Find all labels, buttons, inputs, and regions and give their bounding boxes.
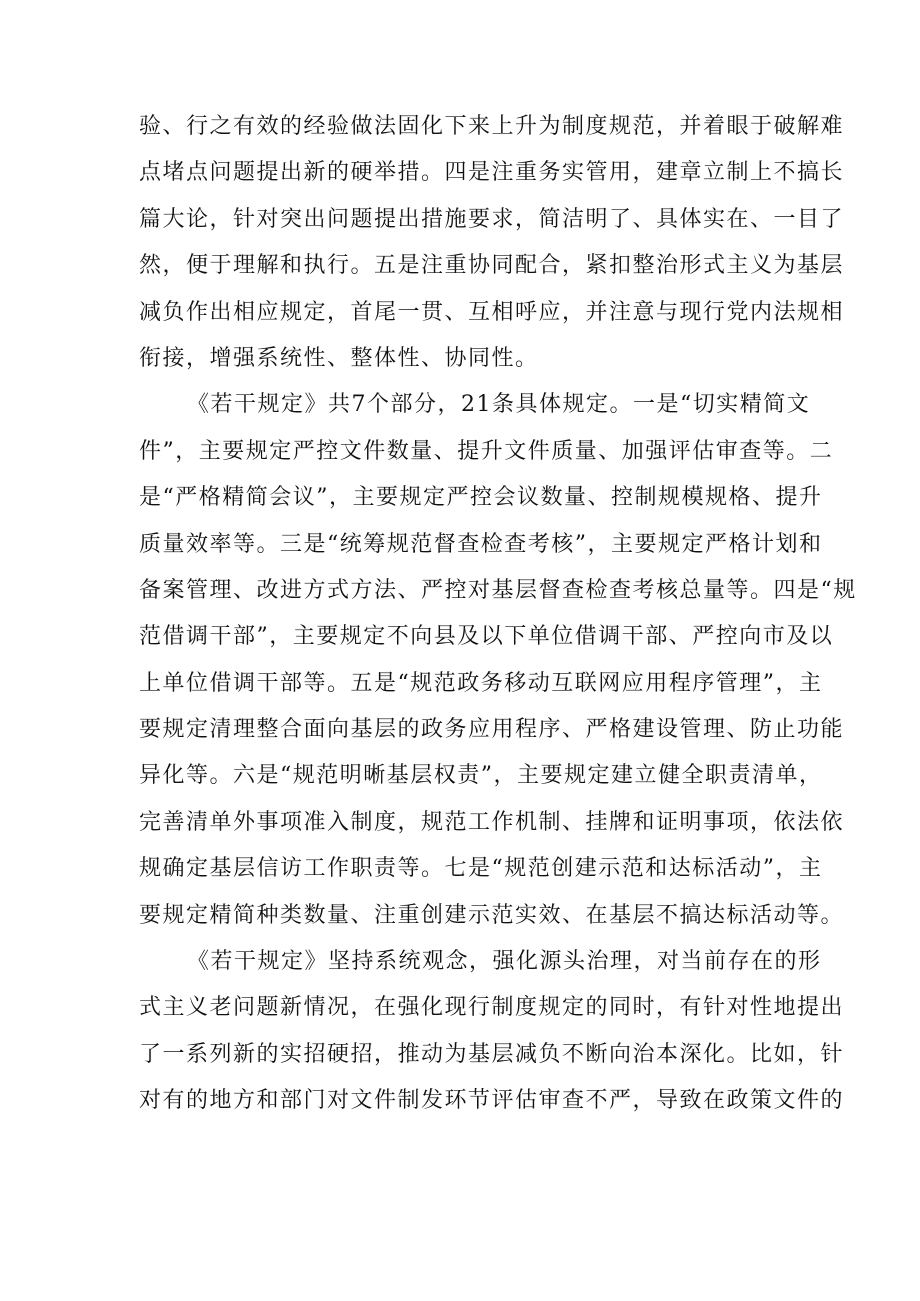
text-line: 是“严格精简会议”，主要规定严控会议数量、控制规模规格、提升 [139, 485, 823, 511]
text-line: 范借调干部”，主要规定不向县及以下单位借调干部、严控向市及以 [139, 624, 834, 650]
text-line: 件”，主要规定严控文件数量、提升文件质量、加强评估审查等。二 [139, 438, 834, 464]
text-line: 验、行之有效的经验做法固化下来上升为制度规范，并着眼于破解难 [139, 114, 845, 139]
text-line: 篇大论，针对突出问题提出措施要求，简洁明了、具体实在、一目了 [139, 206, 845, 232]
body-text [139, 104, 857, 1125]
text-line: 点堵点问题提出新的硬举措。四是注重务实管用，建章立制上不搞长 [139, 160, 845, 186]
text-line: 要规定精简种类数量、注重创建示范实效、在基层不搞达标活动等。 [139, 902, 845, 928]
text-line: 了一系列新的实招硬招，推动为基层减负不断向治本深化。比如，针 [139, 1041, 845, 1067]
text-line: 上单位借调干部等。五是“规范政务移动互联网应用程序管理”，主 [139, 670, 823, 696]
text-line: 备案管理、改进方式方法、严控对基层督查检查考核总量等。四是“规 [139, 577, 857, 603]
text-line: 《若干规定》坚持系统观念，强化源头治理，对当前存在的形 [187, 949, 822, 975]
text-line: 规确定基层信访工作职责等。七是“规范创建示范和达标活动”，主 [139, 856, 823, 882]
text-line: 异化等。六是“规范明晰基层权责”，主要规定建立健全职责清单， [139, 763, 823, 789]
text-line: 式主义老问题新情况，在强化现行制度规定的同时，有针对性地提出 [139, 995, 845, 1021]
text-line: 衔接，增强系统性、整体性、协同性。 [139, 345, 539, 371]
text-line: 然，便于理解和执行。五是注重协同配合，紧扣整治形式主义为基层 [139, 253, 845, 279]
text-line: 减负作出相应规定，首尾一贯、互相呼应，并注意与现行党内法规相 [139, 299, 845, 325]
text-line: 质量效率等。三是“统筹规范督查检查考核”，主要规定严格计划和 [139, 531, 823, 557]
text-line: 《若干规定》共7个部分，21条具体规定。一是“切实精简文 [187, 392, 811, 418]
text-line: 完善清单外事项准入制度，规范工作机制、挂牌和证明事项，依法依 [139, 809, 845, 835]
text-line: 对有的地方和部门对文件制发环节评估审查不严，导致在政策文件的 [139, 1088, 845, 1114]
text-line: 要规定清理整合面向基层的政务应用程序、严格建设管理、防止功能 [139, 717, 845, 743]
